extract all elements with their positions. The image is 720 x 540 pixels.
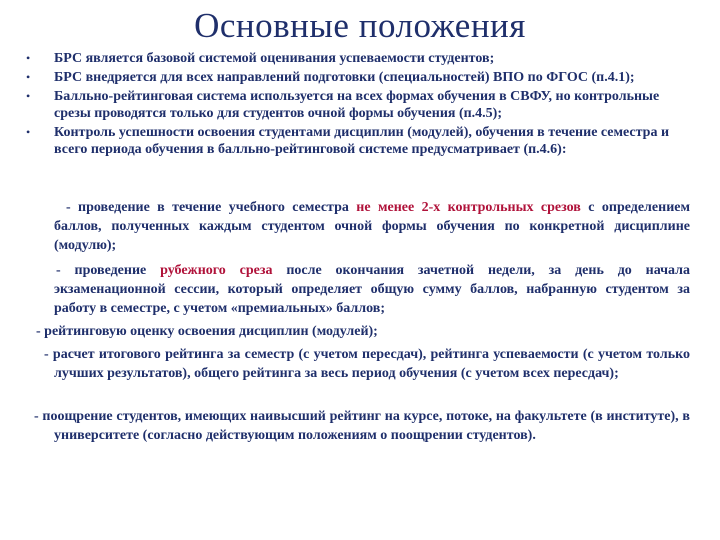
sub-item-final-rating: - расчет итогового рейтинга за семестр (с учетом пересдач), рейтинга успеваемости (с учетом только лучших результатов), общего рейтинга за весь период обучения (с учетом всех пересдач);: [44, 347, 690, 381]
bullet-text: Балльно-рейтинговая система используется на всех формах обучения в СВФУ, но контрольные срезы проводятся только для студентов очной формы обучения (п.4.5);: [54, 89, 660, 121]
bullet-text: БРС внедряется для всех направлений подготовки (специальностей) ВПО по ФГОС (п.4.1);: [54, 70, 635, 85]
highlighted-text: не менее 2-х контрольных срезов: [356, 200, 581, 215]
bullet-item: [26, 124, 690, 158]
bullet-text: БРС является базовой системой оценивания успеваемости студентов;: [54, 51, 495, 66]
sub-item-text: - проведение: [56, 263, 161, 278]
sub-item-student-encouragement: - поощрение студентов, имеющих наивысший рейтинг на курсе, потоке, на факультете (в институте), в университете (согласно действующим положениям о поощрении студентов).: [34, 409, 690, 443]
sub-item-rating-assessment: - рейтинговую оценку освоения дисциплин (модулей);: [36, 324, 378, 339]
bullet-item: [26, 50, 690, 67]
sub-item-boundary-cut: [54, 261, 690, 318]
sub-item-control-cuts: [54, 198, 690, 255]
bullet-dot: •: [26, 51, 31, 65]
bullet-dot: •: [26, 89, 31, 103]
bullet-item: [26, 69, 690, 86]
slide-title: Основные положения: [194, 6, 526, 45]
bullet-dot: •: [26, 70, 31, 84]
bullet-item: [26, 88, 690, 122]
sub-item-text: после окончания зачетной недели, за день до начала экзаменационной сессии, который определяет общую сумму баллов, набранную студентом за работу в семестре, с учетом «премиальных» баллов;: [54, 263, 691, 316]
sub-item-text: с определением баллов, полученных каждым студентом очной формы обучения по конкретной дисциплине (модулю);: [54, 200, 691, 253]
highlighted-text: рубежного среза: [160, 263, 273, 278]
bullet-text: Контроль успешности освоения студентами дисциплин (модулей), обучения в течение семестра и всего периода обучения в балльно-рейтинговой системе предусматривает (п.4.6):: [54, 125, 670, 157]
bullet-dot: •: [26, 125, 31, 139]
sub-item-text: - проведение в течение учебного семестра: [66, 200, 357, 215]
bullet-list: [26, 50, 690, 160]
